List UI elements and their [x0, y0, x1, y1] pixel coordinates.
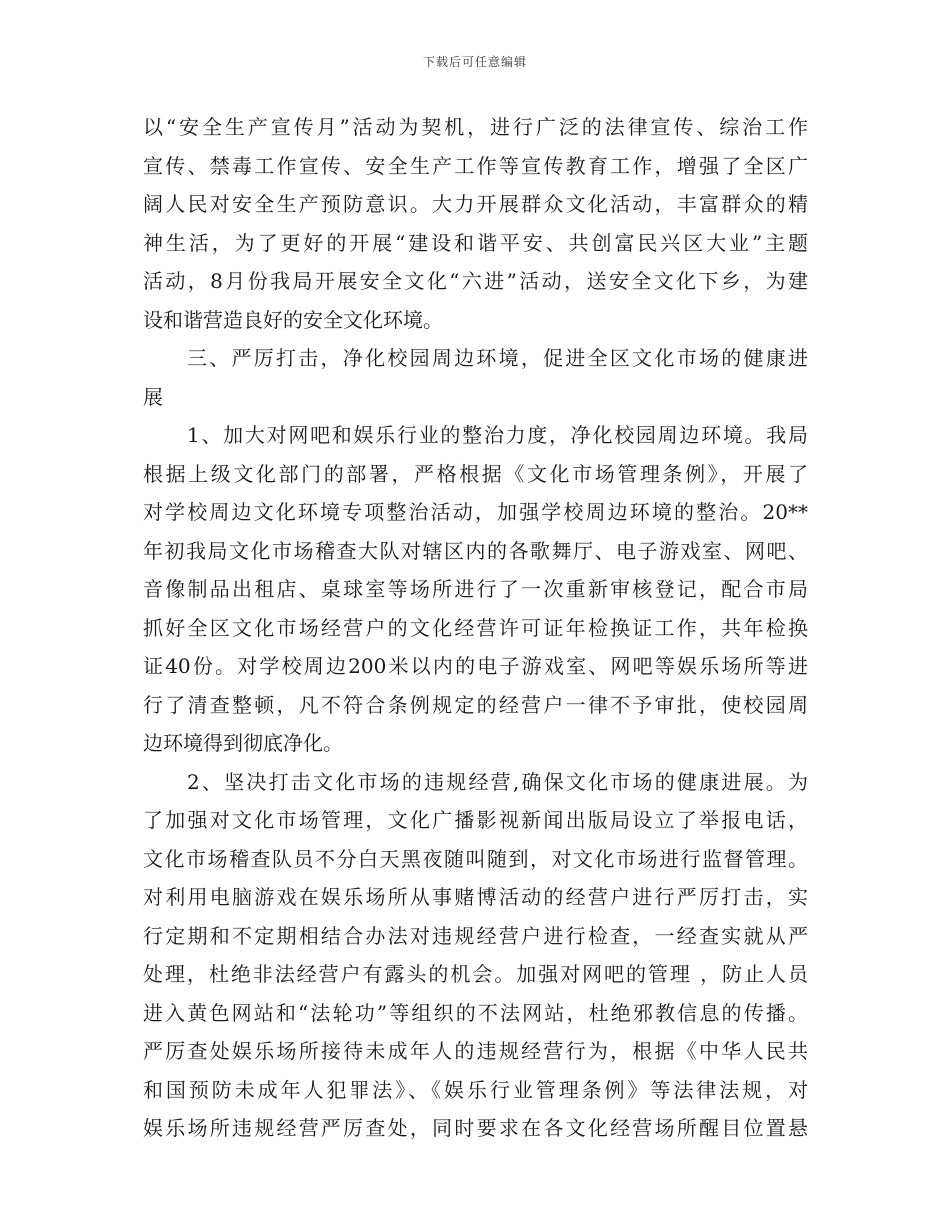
text-line: 以“安全生产宣传月”活动为契机，进行广泛的法律宣传、综治工作 [143, 115, 808, 139]
text-line: 对学校周边文化环境专项整治活动，加强学校周边环境的整治。20** [143, 500, 808, 524]
text-line: 三、严厉打击，净化校园周边环境，促进全区文化市场的健康进 [187, 346, 808, 370]
text-line: 行定期和不定期相结合办法对违规经营户进行检查，一经查实就从严 [143, 923, 808, 948]
text-line: 处理，杜绝非法经营户有露头的机会。加强对网吧的管理 ，防止人员 [143, 962, 808, 986]
text-line: 文化市场稽查队员不分白天黑夜随叫随到，对文化市场进行监督管理。 [143, 846, 808, 871]
text-line: 根据上级文化部门的部署，严格根据《文化市场管理条例》，开展了 [143, 461, 808, 486]
page-header: 下载后可任意编辑 [422, 55, 527, 69]
text-line: 进入黄色网站和“法轮功”等组织的不法网站，杜绝邪教信息的传播。 [143, 1000, 808, 1025]
text-line: 神生活，为了更好的开展“建设和谐平安、共创富民兴区大业”主题 [143, 230, 808, 255]
text-line: 边环境得到彻底净化。 [143, 731, 343, 755]
text-line: 阔人民对安全生产预防意识。大力开展群众文化活动，丰富群众的精 [143, 192, 808, 216]
text-line: 2、坚决打击文化市场的违规经营,确保文化市场的健康进展。为 [187, 769, 808, 794]
text-line: 年初我局文化市场稽查大队对辖区内的各歌舞厅、电子游戏室、网吧、 [143, 538, 808, 563]
text-line: 设和谐营造良好的安全文化环境。 [143, 307, 443, 332]
document-body [143, 108, 808, 1148]
text-line: 音像制品出租店、桌球室等场所进行了一次重新审核登记，配合市局 [143, 577, 808, 601]
text-line: 了加强对文化市场管理，文化广播影视新闻出版局设立了举报电话， [143, 808, 808, 832]
text-line: 行了清查整顿，凡不符合条例规定的经营户一律不予审批，使校园周 [143, 692, 808, 717]
text-line: 和国预防未成年人犯罪法》、《娱乐行业管理条例》等法律法规，对 [143, 1077, 808, 1102]
text-line: 1、加大对网吧和娱乐行业的整治力度，净化校园周边环境。我局 [187, 423, 808, 447]
text-line: 对利用电脑游戏在娱乐场所从事赌博活动的经营户进行严厉打击，实 [143, 885, 808, 909]
text-line: 活动，8月份我局开展安全文化“六进”活动，送安全文化下乡，为建 [143, 269, 808, 293]
text-line: 展 [143, 384, 163, 409]
text-line: 抓好全区文化市场经营户的文化经营许可证年检换证工作，共年检换 [143, 615, 808, 640]
text-line: 娱乐场所违规经营严厉查处，同时要求在各文化经营场所醒目位置悬 [143, 1116, 808, 1140]
text-line: 证40份。对学校周边200米以内的电子游戏室、网吧等娱乐场所等进 [143, 654, 808, 678]
text-line: 宣传、禁毒工作宣传、安全生产工作等宣传教育工作，增强了全区广 [143, 153, 808, 178]
text-line: 严厉查处娱乐场所接待未成年人的违规经营行为，根据《中华人民共 [143, 1039, 808, 1063]
